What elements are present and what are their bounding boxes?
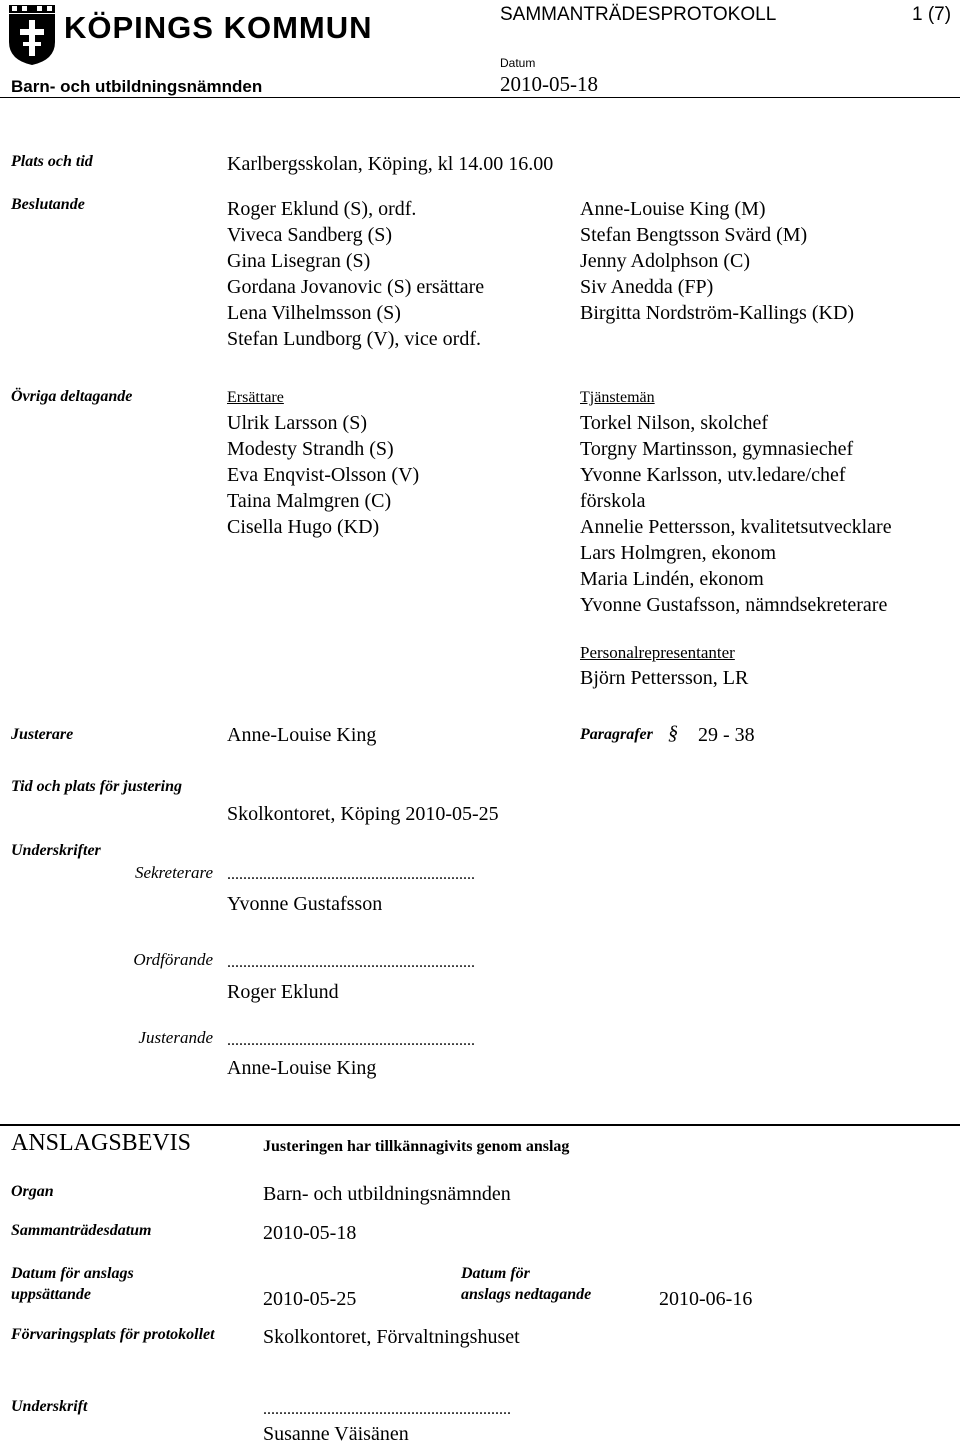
substitutes-heading: Ersättare [227, 389, 284, 406]
signatures-label: Underskrifter [11, 842, 101, 859]
list-item: Gina Lisegran (S) [227, 250, 371, 272]
other-participants-label: Övriga deltagande [11, 388, 133, 405]
list-item: Cisella Hugo (KD) [227, 516, 380, 538]
removal-date-label-line: anslags nedtagande [461, 1286, 592, 1303]
storage-label: Förvaringsplats för protokollet [11, 1326, 215, 1343]
secretary-role: Sekreterare [134, 863, 213, 882]
place-value: Karlbergsskolan, Köping, kl 14.00 16.00 [227, 153, 554, 175]
list-item: Torkel Nilson, skolchef [580, 412, 769, 434]
removal-date-label [461, 1263, 591, 1305]
list-item: Lena Vilhelmsson (S) [227, 302, 401, 324]
signature-line: .............................................................. [227, 1032, 475, 1049]
committee-name: Barn- och utbildningsnämnden [11, 77, 263, 96]
adjustment-time-place-label: Tid och plats för justering [11, 778, 182, 795]
posted-date-label [11, 1263, 134, 1305]
municipality-name: KÖPINGS KOMMUN [64, 10, 373, 45]
notice-signature-label: Underskrift [11, 1398, 88, 1415]
paragraphs-label: Paragrafer [580, 726, 653, 743]
adjuster-signature-name: Anne-Louise King [227, 1057, 377, 1079]
list-item: Yvonne Gustafsson, nämndsekreterare [580, 594, 888, 616]
place-label: Plats och tid [11, 153, 93, 170]
posted-date-label-line: uppsättande [11, 1286, 92, 1303]
secretary-name: Yvonne Gustafsson [227, 893, 383, 915]
page-number: 1 (7) [912, 4, 952, 25]
meeting-date-label: Sammanträdesdatum [11, 1222, 152, 1239]
storage-value: Skolkontoret, Förvaltningshuset [263, 1326, 520, 1348]
meeting-date-value: 2010-05-18 [263, 1222, 357, 1244]
list-item: Maria Lindén, ekonom [580, 568, 764, 590]
removal-date-value: 2010-06-16 [659, 1288, 753, 1310]
adjuster-name: Anne-Louise King [227, 724, 377, 746]
decision-makers-label: Beslutande [11, 196, 85, 213]
chair-role: Ordförande [133, 950, 213, 969]
list-item: Birgitta Nordström-Kallings (KD) [580, 302, 855, 324]
list-item: Lars Holmgren, ekonom [580, 542, 777, 564]
staff-representatives [580, 641, 748, 691]
list-item: Anne-Louise King (M) [580, 198, 766, 220]
list-item: Roger Eklund (S), ordf. [227, 198, 417, 220]
list-item: Viveca Sandberg (S) [227, 224, 393, 246]
notice-signature-name: Susanne Väisänen [263, 1423, 409, 1445]
list-item: Ulrik Larsson (S) [227, 412, 367, 434]
notice-signature-line: .............................................................. [263, 1401, 511, 1418]
decision-makers-left [227, 196, 484, 352]
removal-date-label-line: Datum för [461, 1265, 530, 1282]
adjuster-label: Justerare [11, 726, 74, 743]
adjustment-time-place: Skolkontoret, Köping 2010-05-25 [227, 803, 499, 825]
municipality-logo [8, 4, 373, 68]
notice-divider [0, 1124, 960, 1126]
chair-name: Roger Eklund [227, 981, 339, 1003]
paragraphs-value: 29 - 38 [698, 724, 755, 746]
list-item: Jenny Adolphson (C) [580, 250, 750, 272]
document-type: SAMMANTRÄDESPROTOKOLL [500, 4, 777, 25]
signature-line: .............................................................. [227, 866, 475, 883]
officials-list [580, 386, 892, 618]
posted-date-label-line: Datum för anslags [11, 1265, 134, 1282]
list-item: Annelie Pettersson, kvalitetsutvecklare [580, 516, 892, 538]
date-label: Datum [500, 56, 536, 70]
list-item: Stefan Bengtsson Svärd (M) [580, 224, 808, 246]
staff-representatives-heading: Personalrepresentanter [580, 643, 735, 662]
organ-value: Barn- och utbildningsnämnden [263, 1183, 511, 1205]
notice-title: ANSLAGSBEVIS [11, 1130, 192, 1156]
substitutes-list [227, 386, 419, 540]
organ-label: Organ [11, 1183, 54, 1200]
list-item: Stefan Lundborg (V), vice ordf. [227, 328, 482, 350]
officials-heading: Tjänstemän [580, 389, 655, 406]
list-item: Björn Pettersson, LR [580, 667, 749, 689]
list-item: Yvonne Karlsson, utv.ledare/chef [580, 464, 846, 486]
list-item: Eva Enqvist-Olsson (V) [227, 464, 420, 486]
list-item: Siv Anedda (FP) [580, 276, 714, 298]
decision-makers-right [580, 196, 854, 326]
section-symbol: § [668, 722, 678, 744]
adjuster-role: Justerande [138, 1028, 213, 1047]
list-item: Gordana Jovanovic (S) ersättare [227, 276, 485, 298]
list-item: Taina Malmgren (C) [227, 490, 392, 512]
signature-line: .............................................................. [227, 954, 475, 971]
posted-date-value: 2010-05-25 [263, 1288, 357, 1310]
notice-subtitle: Justeringen har tillkännagivits genom anslag [263, 1138, 570, 1155]
list-item: Modesty Strandh (S) [227, 438, 394, 460]
header-divider [0, 97, 960, 98]
list-item: förskola [580, 490, 646, 512]
header-date: 2010-05-18 [500, 72, 598, 96]
list-item: Torgny Martinsson, gymnasiechef [580, 438, 854, 460]
coat-of-arms-icon [8, 4, 56, 66]
